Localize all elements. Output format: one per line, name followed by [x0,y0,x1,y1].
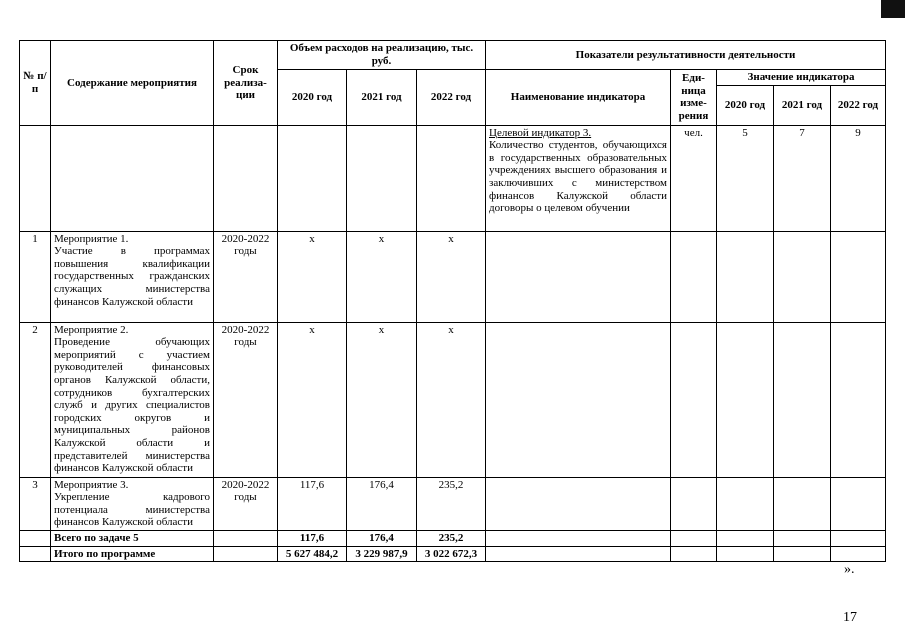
total-program-label: Итого по программе [51,546,214,562]
closing-quote: ». [844,562,855,577]
header-year-2021: 2021 год [347,70,417,126]
row-term: 2020-2022 годы [214,231,278,322]
row-title: Мероприятие 3. [54,478,129,491]
header-num: № п/п [20,41,51,126]
header-row-1 [20,41,886,70]
header-value-2020: 2020 год [717,85,774,125]
row-title: Мероприятие 2. [54,323,129,336]
row-cost-2020: 117,6 [278,477,347,530]
total-task-2021: 176,4 [347,530,417,546]
indicator-unit: чел. [671,125,717,231]
row-cost-2022: х [417,322,486,477]
row-term: 2020-2022 годы [214,322,278,477]
header-year-2020: 2020 год [278,70,347,126]
row-num: 3 [20,477,51,530]
indicator-value-2022: 9 [831,125,886,231]
header-indicators: Показатели результативности деятельности [486,41,886,70]
indicator-value-2021: 7 [774,125,831,231]
header-indicator-value: Значение индикатора [717,70,886,86]
row-text: Укрепление кадрового потенциала министерства финансов Калужской области [54,491,210,529]
row-content [51,231,214,322]
indicator-cell [486,125,671,231]
total-task-label: Всего по задаче 5 [51,530,214,546]
scan-edge [881,0,905,18]
total-task-row [20,530,886,546]
header-costs: Объем расходов на реализацию, тыс. руб. [278,41,486,70]
total-program-2022: 3 022 672,3 [417,546,486,562]
row-content [51,477,214,530]
row-title: Мероприятие 1. [54,232,129,245]
table-row [20,231,886,322]
table-row [20,477,886,530]
row-cost-2022: х [417,231,486,322]
header-year-2022: 2022 год [417,70,486,126]
total-task-2022: 235,2 [417,530,486,546]
row-cost-2021: 176,4 [347,477,417,530]
header-content: Содержание мероприятия [51,41,214,126]
total-task-2020: 117,6 [278,530,347,546]
indicator-row [20,125,886,231]
indicator-text: Количество студентов, обучающихся в государственных образовательных учреждениях высшего образования и заключивших с министерством финансов Калужской области договоры о целевом обучении [489,139,667,215]
row-content [51,322,214,477]
row-text: Участие в программах повышения квалификации государственных гражданских служащих министерства финансов Калужской области [54,245,210,308]
page-number: 17 [843,610,857,625]
row-cost-2022: 235,2 [417,477,486,530]
total-program-row [20,546,886,562]
header-value-2022: 2022 год [831,85,886,125]
header-term: Срок реализа-ции [214,41,278,126]
row-cost-2020: х [278,231,347,322]
table-row [20,322,886,477]
header-indicator-name: Наименование индикатора [486,70,671,126]
row-cost-2021: х [347,322,417,477]
row-text: Проведение обучающих мероприятий с участием руководителей финансовых органов Калужской области, сотрудников бухгалтерских служб и других специалистов городских округов и муниципальных районов Калужской области и представителей министерства финансов Калужской области [54,336,210,475]
total-program-2020: 5 627 484,2 [278,546,347,562]
row-num: 2 [20,322,51,477]
row-cost-2021: х [347,231,417,322]
row-num: 1 [20,231,51,322]
header-value-2021: 2021 год [774,85,831,125]
header-unit: Еди-ница изме-рения [671,70,717,126]
program-table [19,40,886,562]
total-program-2021: 3 229 987,9 [347,546,417,562]
row-cost-2020: х [278,322,347,477]
indicator-value-2020: 5 [717,125,774,231]
indicator-title: Целевой индикатор 3. [489,126,592,139]
row-term: 2020-2022 годы [214,477,278,530]
